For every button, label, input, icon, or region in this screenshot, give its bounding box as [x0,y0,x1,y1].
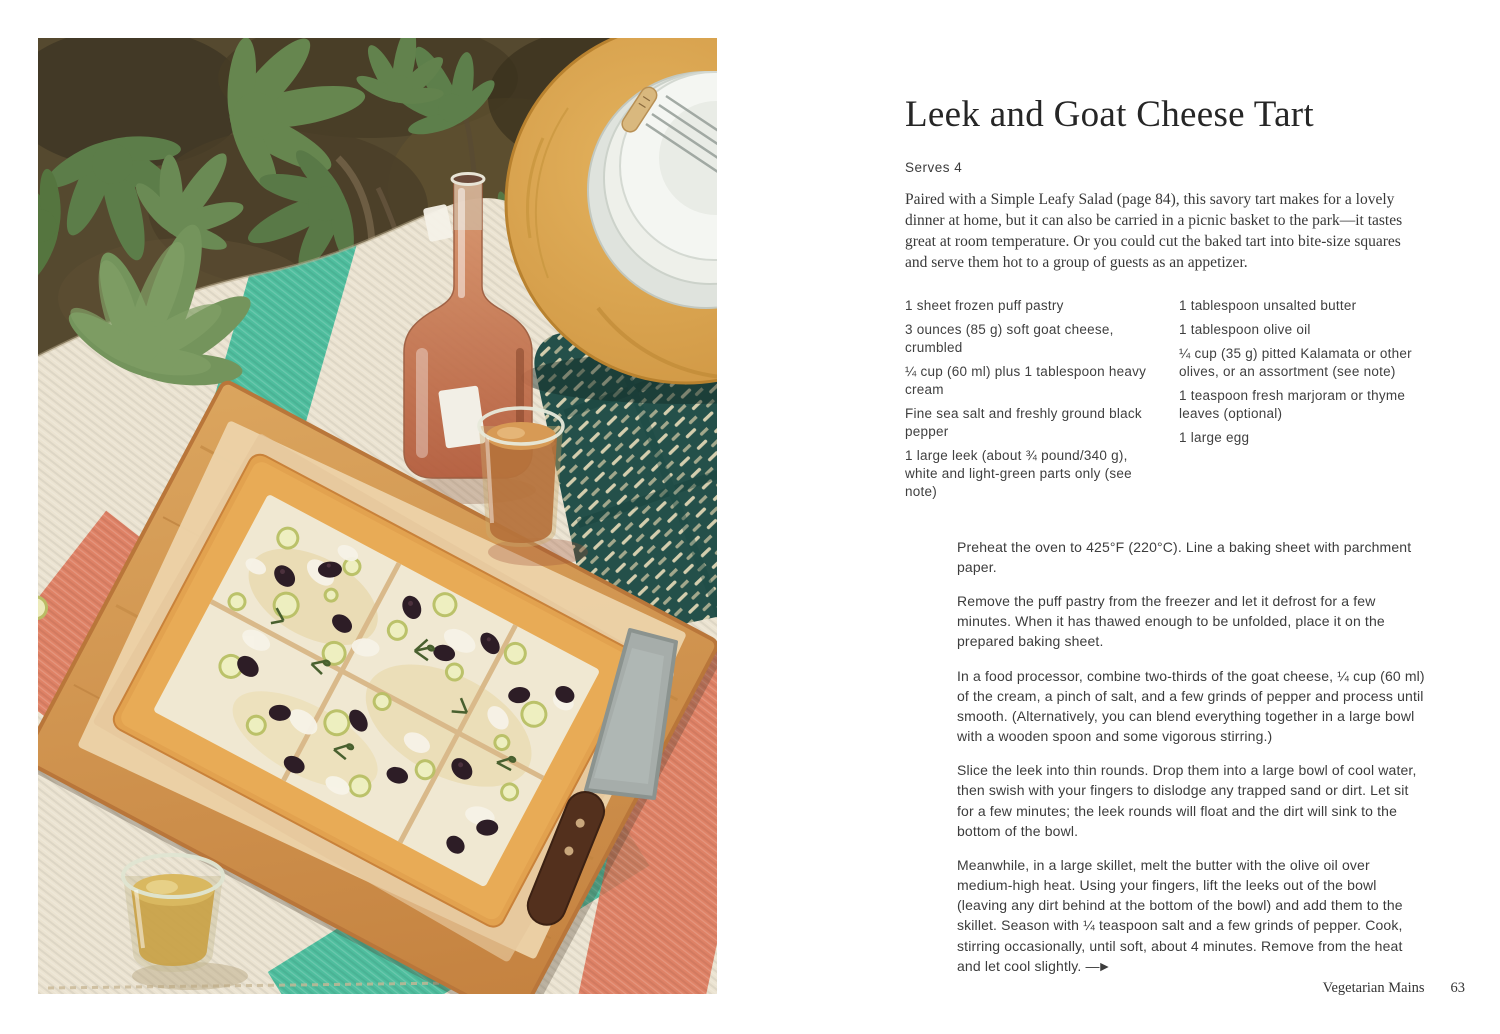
page-footer [905,980,1465,997]
bottle-label [438,385,486,448]
ingredient-item: ¼ cup (60 ml) plus 1 tablespoon heavy cream [905,364,1147,398]
ingredient-item: ¼ cup (35 g) pitted Kalamata or other olives, or an assortment (see note) [1179,346,1412,380]
picnic-photo [38,38,717,994]
step-paragraph: Slice the leek into thin rounds. Drop them into a large bowl of cool water, then swish with your fingers to dislodge any trapped sand or dirt. Let sit for a few minutes; the leek rounds will float and the dirt will sink to the bottom of the bowl. [957,762,1417,839]
ingredient-item: 1 large egg [1179,430,1250,446]
step-paragraph: In a food processor, combine two-thirds of the goat cheese, ¼ cup (60 ml) of the cream, a pinch of salt, and a few grinds of pepper and process until smooth. (Alternatively, you can blend everything together in a large bowl with a wooden spoon and some vigorous stirring.) [957,667,1425,745]
ingredient-item: 1 tablespoon unsalted butter [1179,298,1357,314]
continued-arrow-icon: —► [1085,957,1110,974]
ingredient-item: Fine sea salt and freshly ground black pepper [905,406,1142,440]
page-title: Leek and Goat Cheese Tart [905,93,1315,135]
section-label: Vegetarian Mains [1322,980,1425,996]
ingredients-column-2 [1179,297,1441,507]
ingredient-item: 1 tablespoon olive oil [1179,322,1311,338]
ingredient-item: 1 sheet frozen puff pastry [905,298,1064,314]
picnic-photo-graphic [38,38,717,994]
method-steps [957,537,1429,976]
step-paragraph: Preheat the oven to 425°F (220°C). Line a baking sheet with parchment paper. [957,538,1412,575]
page-number: 63 [1450,980,1465,996]
step-paragraph: Remove the puff pastry from the freezer and let it defrost for a few minutes. When it has thawed enough to be unfolded, place it on the prepared baking sheet. [957,593,1385,650]
step-paragraph [957,855,1429,976]
step-text: Meanwhile, in a large skillet, melt the butter with the olive oil over medium-high heat. Using your fingers, lift the leeks out of the bowl (leaving any dirt behind at the bottom of the bowl) and add them to the skillet. Season with ¼ teaspoon salt and a few grinds of pepper. Cook, stirring occasionally, until soft, about 4 minutes. Remove from the heat and let cool slightly. [957,856,1403,974]
serves-label: Serves 4 [905,160,963,176]
ingredient-item: 1 large leek (about ¾ pound/340 g), white and light-green parts only (see note) [905,447,1132,499]
ingredient-item: 3 ounces (85 g) soft goat cheese, crumbled [905,322,1114,356]
recipe-intro: Paired with a Simple Leafy Salad (page 84), this savory tart makes for a lovely dinner at home, but it can also be carried in a picnic basket to the park—it tastes great at room temperature. Or you could cut the baked tart into bite-size squares and serve them hot to a group of guests as an appetizer. [905,191,1403,271]
ingredients-column-1 [905,297,1153,507]
recipe-page [905,70,1465,989]
ingredient-item: 1 teaspoon fresh marjoram or thyme leaves (optional) [1179,388,1406,422]
ingredients-list [905,297,1465,507]
